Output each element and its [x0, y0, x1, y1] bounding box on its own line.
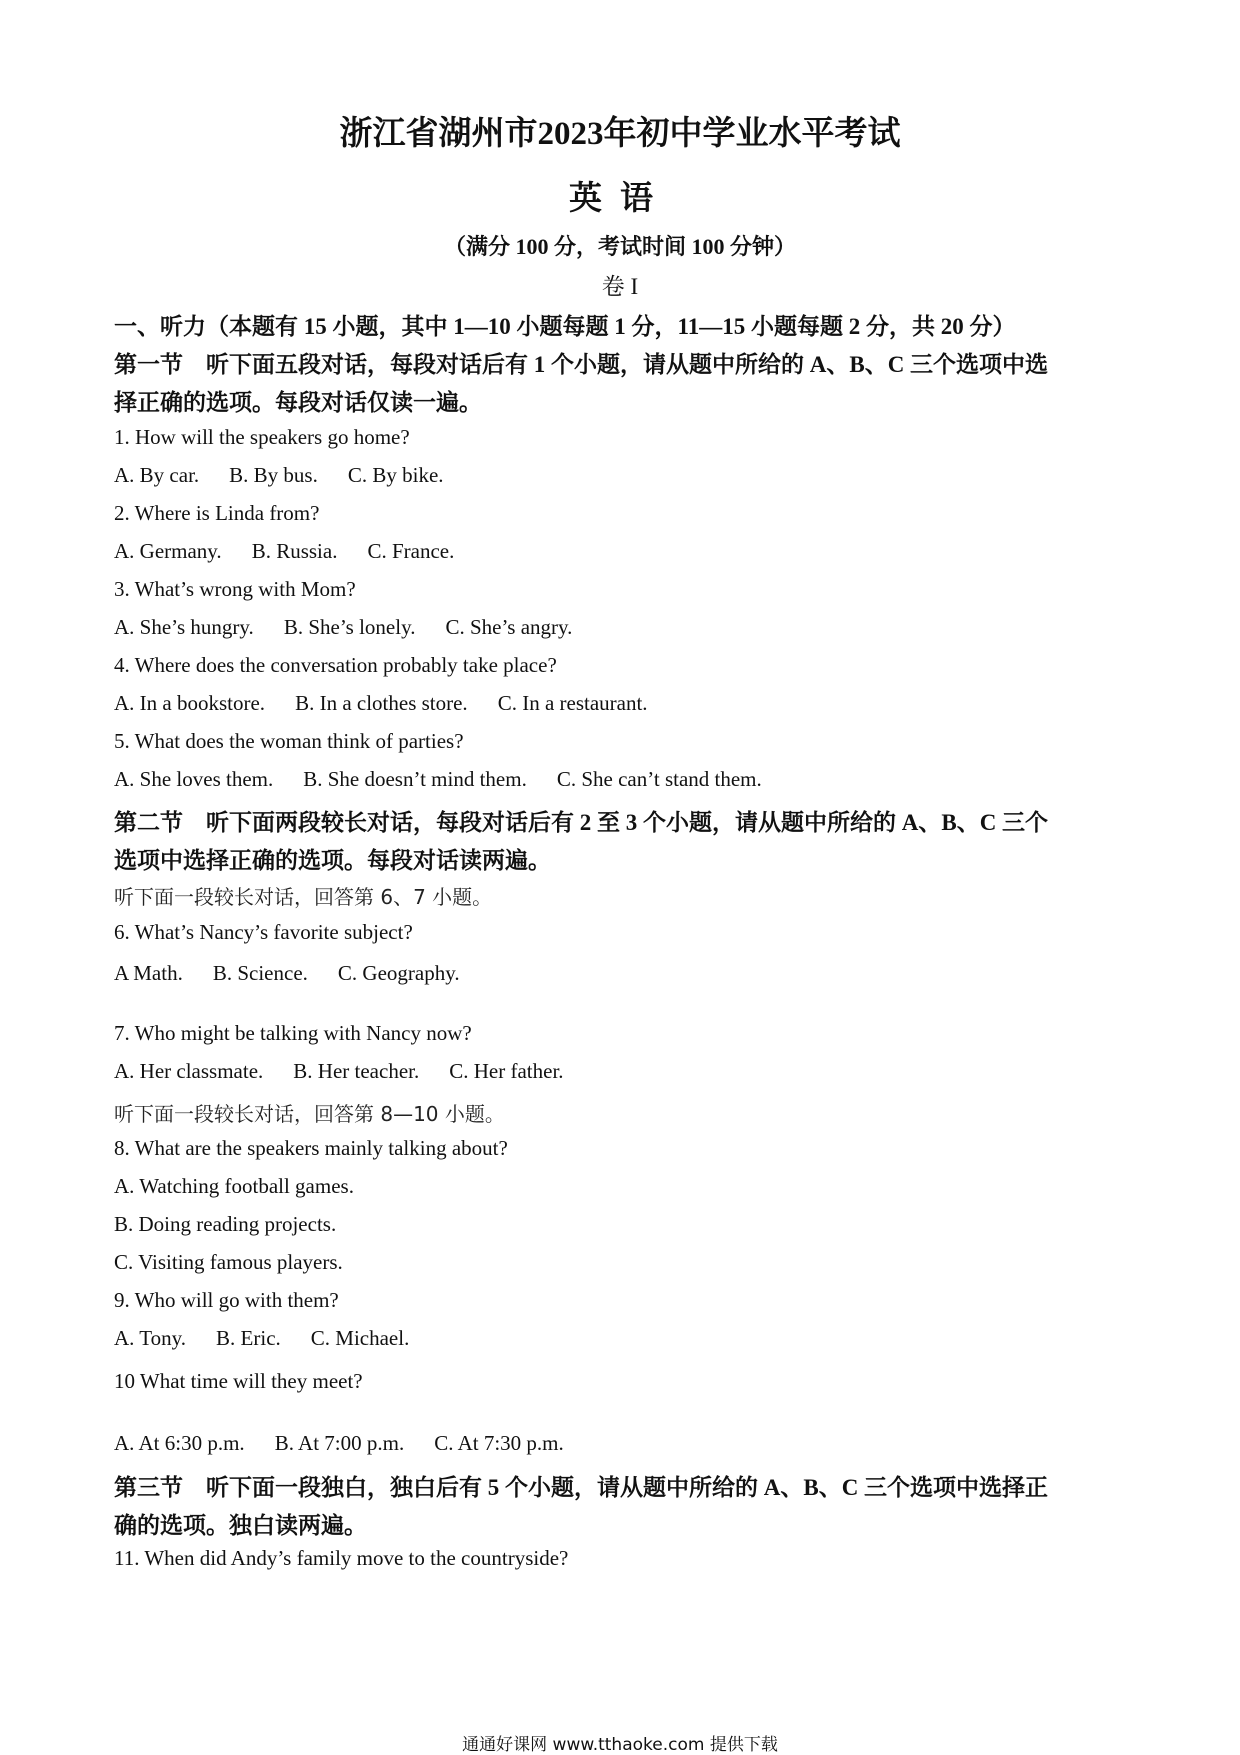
question-4-options — [114, 691, 648, 716]
option-c: C. She’s angry. — [445, 615, 573, 639]
listening-hint-6-7: 听下面一段较长对话，回答第 6、7 小题。 — [114, 885, 493, 909]
section2-line1: 第二节 听下面两段较长对话，每段对话后有 2 至 3 个小题，请从题中所给的 A、B、C 三个 — [114, 810, 1049, 835]
footer-source: 通通好课网 www.tthaoke.com 提供下载 — [462, 1735, 778, 1755]
question-2-options — [114, 539, 454, 564]
option-a: A. Germany. — [114, 539, 222, 563]
question-4-stem: 4. Where does the conversation probably take place? — [114, 653, 557, 677]
volume-label: 卷 I — [601, 274, 639, 299]
option-c: C. In a restaurant. — [497, 691, 648, 715]
question-8-option-b: B. Doing reading projects. — [114, 1212, 337, 1236]
part1-heading: 一、听力（本题有 15 小题，其中 1—10 小题每题 1 分，11—15 小题每题 2 分，共 20 分） — [114, 314, 1016, 339]
section2-line2: 选项中选择正确的选项。每段对话读两遍。 — [114, 848, 551, 873]
question-8-option-c: C. Visiting famous players. — [114, 1250, 343, 1274]
option-b: B. Her teacher. — [293, 1059, 420, 1083]
question-7-options — [114, 1059, 564, 1084]
option-a: A Math. — [114, 961, 183, 985]
option-b: B. Russia. — [251, 539, 338, 563]
option-a: A. In a bookstore. — [114, 691, 266, 715]
section1-line1: 第一节 听下面五段对话，每段对话后有 1 个小题，请从题中所给的 A、B、C 三个选项中选 — [114, 352, 1049, 377]
question-5-stem: 5. What does the woman think of parties? — [114, 729, 464, 753]
question-2-stem: 2. Where is Linda from? — [114, 501, 320, 525]
option-c: C. By bike. — [347, 463, 444, 487]
option-b: B. She’s lonely. — [283, 615, 416, 639]
option-b: B. At 7:00 p.m. — [274, 1431, 405, 1455]
question-8-option-a: A. Watching football games. — [114, 1174, 354, 1198]
option-c: C. She can’t stand them. — [556, 767, 762, 791]
option-a: A. She loves them. — [114, 767, 274, 791]
option-a: A. Her classmate. — [114, 1059, 264, 1083]
question-6-stem: 6. What’s Nancy’s favorite subject? — [114, 920, 413, 944]
section3-line2: 确的选项。独白读两遍。 — [114, 1513, 367, 1538]
option-a: A. At 6:30 p.m. — [114, 1431, 245, 1455]
question-11-stem: 11. When did Andy’s family move to the countryside? — [114, 1546, 569, 1570]
option-b: B. Science. — [212, 961, 308, 985]
option-c: C. At 7:30 p.m. — [434, 1431, 564, 1455]
option-b: B. In a clothes store. — [295, 691, 468, 715]
question-5-options — [114, 767, 762, 792]
listening-hint-8-10: 听下面一段较长对话，回答第 8—10 小题。 — [114, 1102, 505, 1126]
question-1-options — [114, 463, 444, 488]
question-9-options — [114, 1326, 409, 1351]
option-c: C. Geography. — [337, 961, 460, 985]
option-c: C. Michael. — [310, 1326, 410, 1350]
option-a: A. Tony. — [114, 1326, 187, 1350]
question-10-options — [114, 1431, 564, 1456]
option-b: B. By bus. — [229, 463, 318, 487]
question-3-options — [114, 615, 572, 640]
question-1-stem: 1. How will the speakers go home? — [114, 425, 410, 449]
option-b: B. She doesn’t mind them. — [303, 767, 527, 791]
option-c: C. France. — [367, 539, 455, 563]
option-a: A. She’s hungry. — [114, 615, 254, 639]
question-7-stem: 7. Who might be talking with Nancy now? — [114, 1021, 472, 1045]
option-a: A. By car. — [114, 463, 200, 487]
question-3-stem: 3. What’s wrong with Mom? — [114, 577, 356, 601]
exam-title: 浙江省湖州市2023年初中学业水平考试 — [339, 116, 901, 152]
section3-line1: 第三节 听下面一段独白，独白后有 5 个小题，请从题中所给的 A、B、C 三个选项中选择正 — [114, 1475, 1049, 1500]
option-b: B. Eric. — [216, 1326, 281, 1350]
subject-title: 英语 — [569, 181, 671, 217]
score-note: （满分 100 分，考试时间 100 分钟） — [443, 234, 796, 259]
question-8-stem: 8. What are the speakers mainly talking about? — [114, 1136, 508, 1160]
option-c: C. Her father. — [449, 1059, 564, 1083]
question-6-options — [114, 961, 460, 986]
question-10-stem: 10 What time will they meet? — [114, 1369, 363, 1393]
question-9-stem: 9. Who will go with them? — [114, 1288, 339, 1312]
section1-line2: 择正确的选项。每段对话仅读一遍。 — [114, 390, 482, 415]
